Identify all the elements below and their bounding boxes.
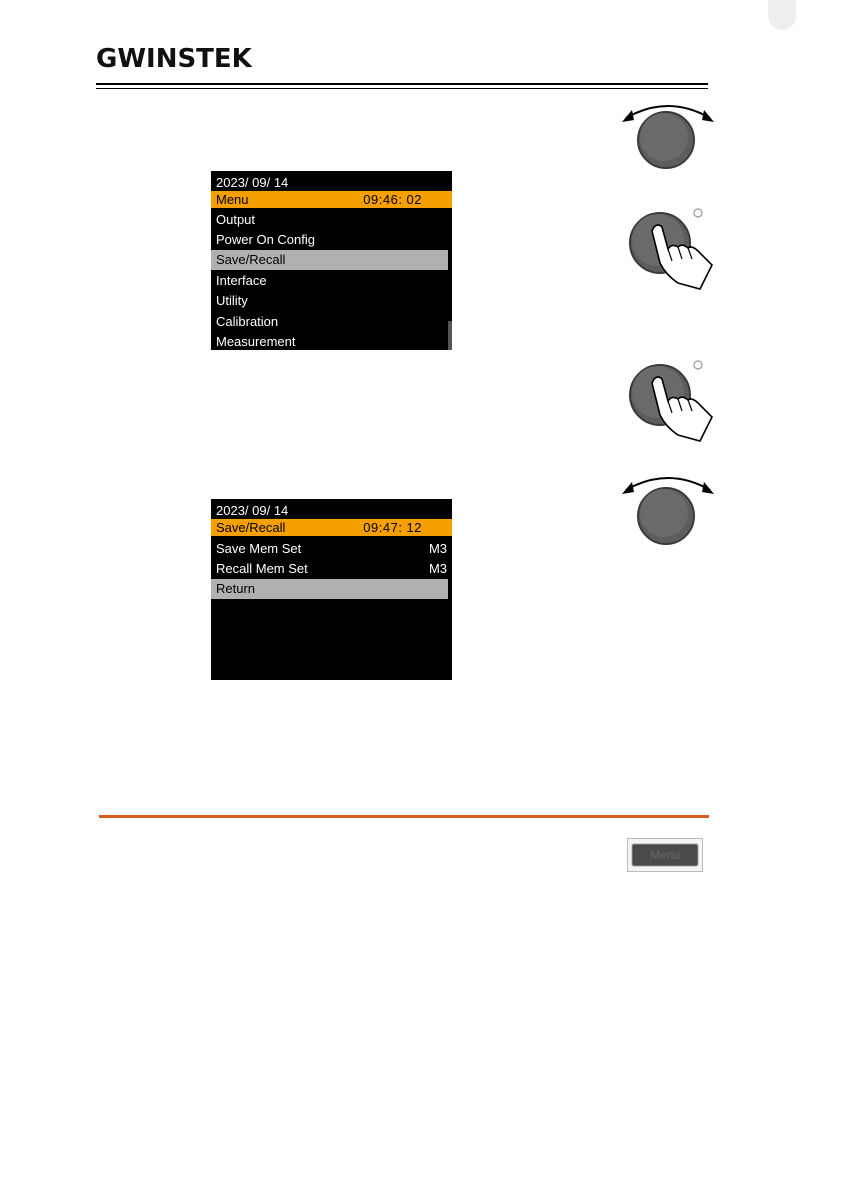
menu-scrollbar[interactable] — [448, 321, 452, 350]
menu-item-calibration[interactable]: Calibration — [216, 314, 279, 329]
section-divider — [99, 815, 709, 818]
scroll-knob-icon — [618, 100, 718, 180]
screen-title: Menu — [216, 192, 249, 207]
menu-key-icon[interactable] — [627, 838, 703, 872]
screen-clock: 09:46: 02 — [363, 192, 422, 207]
menu-screen — [211, 171, 452, 350]
header-rule — [96, 83, 708, 85]
save-mem-set-item[interactable]: Save Mem Set M3 — [216, 541, 447, 556]
press-knob-icon — [620, 205, 720, 300]
screen-date: 2023/ 09/ 14 — [216, 503, 289, 518]
screen-clock: 09:47: 12 — [363, 520, 422, 535]
menu-key-label: Menu — [632, 844, 698, 866]
save-recall-screen — [211, 499, 452, 680]
gwinstek-logo: GWINSTEK — [96, 44, 252, 74]
menu-item-interface[interactable]: Interface — [216, 273, 267, 288]
return-item[interactable]: Return — [211, 579, 448, 599]
recall-mem-set-item[interactable]: Recall Mem Set M3 — [216, 561, 447, 576]
menu-item-output[interactable]: Output — [216, 212, 256, 227]
menu-item-utility[interactable]: Utility — [216, 293, 248, 308]
screen-title: Save/Recall — [216, 520, 286, 535]
screen-title-bar — [211, 191, 452, 208]
header-rule-thin — [96, 88, 708, 89]
screen-date: 2023/ 09/ 14 — [216, 175, 289, 190]
menu-item-save-recall[interactable]: Save/Recall — [211, 250, 448, 270]
screen-title-bar — [211, 519, 452, 536]
scroll-knob-icon — [618, 472, 718, 557]
press-knob-icon — [620, 357, 720, 452]
page-number-tab — [768, 0, 796, 30]
menu-item-power-on-config[interactable]: Power On Config — [216, 232, 315, 247]
menu-item-measurement[interactable]: Measurement — [216, 334, 296, 349]
